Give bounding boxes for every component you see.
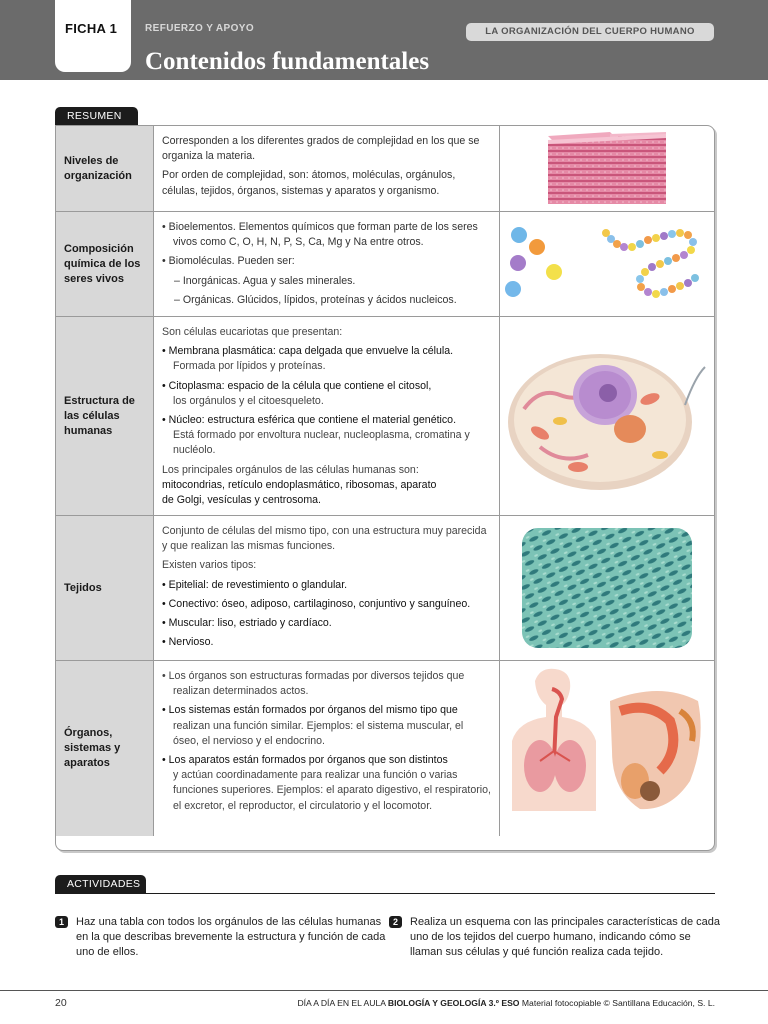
footer-subject: BIOLOGÍA Y GEOLOGÍA 3.º ESO [387,998,520,1008]
table-row [56,126,714,212]
text-line: los orgánulos y el citoesqueleto. [173,394,324,407]
unit-title: LA ORGANIZACIÓN DEL CUERPO HUMANO [466,23,714,41]
activity-text: Realiza un esquema con las principales características de cada uno de los tejidos del cuerpo humano, indicando cómo se llaman sus células y qué función realiza cada tejido. [410,916,720,958]
bullet-item: • Los órganos son estructuras formadas por diversos tejidos que realizan determinados actos. [162,669,491,699]
text-line: Conjunto de células del mismo tipo, con una estructura muy parecida y que realizan las mismas funciones. [162,525,487,553]
bullet-item: • Citoplasma: espacio de la célula que contiene el citosol, [162,379,491,394]
molecules-image [500,212,714,316]
row-label: Estructura de las células humanas [56,317,154,515]
bullet-item: • Núcleo: estructura esférica que contiene el material genético. [162,413,491,428]
page-title: Contenidos fundamentales [145,48,430,75]
text-line: mitocondrias, retículo endoplasmático, ribosomas, aparato [162,478,437,491]
bullet-item: • Conectivo: óseo, adiposo, cartilaginoso, conjuntivo y sanguíneo. [162,597,491,612]
table-row [56,317,714,516]
table-row [56,212,714,317]
actividades-tag: ACTIVIDADES [55,875,146,893]
footer-series: DÍA A DÍA EN EL AULA [297,998,386,1008]
table-row [56,516,714,661]
actividades-divider [55,893,715,894]
text-line: Existen varios tipos: [162,559,257,572]
page-number: 20 [55,997,67,1009]
dash-item: – Orgánicas. Glúcidos, lípidos, proteínas y ácidos nucleicos. [162,293,491,308]
row-content [154,317,500,515]
footer-copyright: Material fotocopiable © Santillana Educación, S. L. [521,998,715,1008]
bullet-item: • Muscular: liso, estriado y cardíaco. [162,616,491,631]
row-content [154,661,500,836]
ficha-tab [55,0,131,72]
row-label: Composición química de los seres vivos [56,212,154,316]
tissue-micrograph-image [500,516,714,660]
text-line: Los principales orgánulos de las células humanas son: [162,463,419,476]
text-line: Corresponden a los diferentes grados de complejidad en los que se organiza la materia. [162,135,480,163]
bullet-item: • Membrana plasmática: capa delgada que envuelve la célula. [162,344,491,359]
bullet-item: • Los aparatos están formados por órganos que son distintos [162,753,491,768]
row-label: Órganos, sistemas y aparatos [56,661,154,836]
text-line: Está formado por envoltura nuclear, nucleoplasma, cromatina y nucléolo. [173,429,470,457]
row-label: Niveles de organización [56,126,154,211]
bullet-item: • Los sistemas están formados por órganos del mismo tipo que [162,703,491,718]
activity-number: 1 [55,916,68,928]
footer-credits [297,998,715,1008]
text-line: Formada por lípidos y proteínas. [173,360,326,373]
bullet-item: • Biomoléculas. Pueden ser: [162,254,491,269]
muscle-tissue-image [500,126,714,211]
row-content [154,212,500,316]
row-content [154,516,500,660]
dash-item: – Inorgánicas. Agua y sales minerales. [162,274,491,289]
activity-number: 2 [389,916,402,928]
row-label: Tejidos [56,516,154,660]
row-content [154,126,500,211]
bullet-item: • Bioelementos. Elementos químicos que forman parte de los seres vivos como C, O, H, N, P, S, Ca, Mg y Na entre otros. [162,220,491,250]
bullet-item: • Nervioso. [162,635,491,650]
text-line: y actúan coordinadamente para realizar una función o varias funciones superiores. Ejemplos: el aparato digestivo, el respiratorio, el excretor, el reproductor, el circulatorio y el locomotor. [173,769,491,812]
text-line: Por orden de complejidad, son: átomos, moléculas, orgánulos, células, tejidos, órganos, sistemas y aparatos y organismo. [162,169,456,197]
text-line: Son células eucariotas que presentan: [162,326,343,338]
resumen-tag: RESUMEN [55,107,138,125]
page-header [0,0,768,80]
human-cell-image [500,317,714,515]
text-line: de Golgi, vesículas y centrosoma. [162,494,321,507]
summary-table [55,125,715,851]
table-row [56,661,714,836]
section-type: REFUERZO Y APOYO [145,23,255,34]
bullet-item: • Epitelial: de revestimiento o glandular. [162,578,491,593]
ficha-label: FICHA 1 [65,21,118,36]
footer-divider [0,990,768,991]
organ-systems-image [500,661,714,836]
activity-text: Haz una tabla con todos los orgánulos de las células humanas en la que describas brevemente la estructura y función de cada uno de ellos. [76,916,386,958]
text-line: realizan una función similar. Ejemplos: el sistema muscular, el óseo, el nervioso y el endocrino. [173,719,464,747]
